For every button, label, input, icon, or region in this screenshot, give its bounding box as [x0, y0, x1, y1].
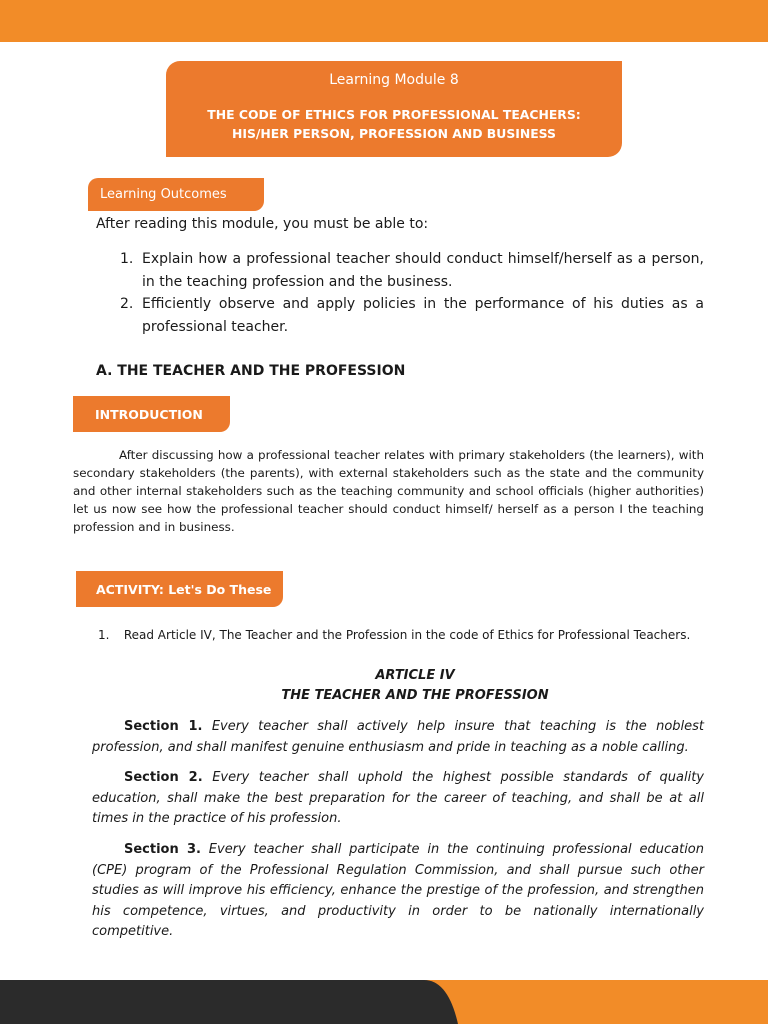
footer-dark-shape [0, 980, 458, 1024]
activity-number: 1. [98, 628, 110, 642]
article-section-3 [92, 840, 704, 943]
list-text: Efficiently observe and apply policies in the performance of his duties as a professional teacher. [142, 296, 704, 335]
introduction-tab: INTRODUCTION [73, 396, 230, 432]
section-text: Every teacher shall participate in the continuing professional education (CPE) program of the Professional Regulation Commission, and shall pursue such other studies as will improve his efficiency, enhance the prestige of the profession, and strengthen his competence, virtues, and productivity in order to be nationally internationally competitive. [92, 842, 704, 939]
section-label: Section 1. [124, 719, 203, 734]
learning-outcomes-tab: Learning Outcomes [88, 178, 264, 211]
outcomes-list [96, 248, 704, 338]
module-header-box [166, 61, 622, 157]
article-section-1 [92, 717, 704, 758]
activity-item [98, 626, 690, 644]
top-accent-bar [0, 0, 768, 42]
list-number: 1. [120, 251, 134, 267]
section-text: Every teacher shall uphold the highest possible standards of quality education, shall make the best preparation for the career of teaching, and shall be at all times in the practice of his profession. [92, 770, 704, 826]
list-text: Explain how a professional teacher should conduct himself/herself as a person, in the teaching profession and the business. [142, 251, 704, 290]
module-title: Learning Module 8 [329, 72, 459, 88]
article-number: ARTICLE IV [375, 668, 455, 683]
list-item [96, 248, 704, 293]
activity-text: Read Article IV, The Teacher and the Profession in the code of Ethics for Professional Teachers. [123, 628, 691, 642]
article-title: THE TEACHER AND THE PROFESSION [281, 688, 549, 703]
section-a-heading: A. THE TEACHER AND THE PROFESSION [96, 363, 406, 379]
section-text: Every teacher shall actively help insure that teaching is the noblest profession, and shall manifest genuine enthusiasm and pride in teaching as a noble calling. [92, 719, 704, 755]
module-subtitle: THE CODE OF ETHICS FOR PROFESSIONAL TEACHERS: HIS/HER PERSON, PROFESSION AND BUSINESS [207, 107, 581, 141]
introduction-paragraph: After discussing how a professional teacher relates with primary stakeholders (the learners), with secondary stakeholders (the parents), with external stakeholders such as the state and the community and other internal stakeholders such as the teaching community and school officials (higher authorities) let us now see how the professional teacher should conduct himself/ herself as a person I the teaching profession and in business. [73, 448, 704, 534]
outcomes-lead: After reading this module, you must be able to: [96, 216, 429, 232]
section-label: Section 2. [124, 770, 203, 785]
list-number: 2. [120, 296, 134, 312]
section-label: Section 3. [124, 842, 201, 857]
article-section-2 [92, 768, 704, 830]
footer-band [0, 980, 768, 1024]
list-item [96, 293, 704, 338]
activity-tab: ACTIVITY: Let's Do These [76, 571, 283, 607]
